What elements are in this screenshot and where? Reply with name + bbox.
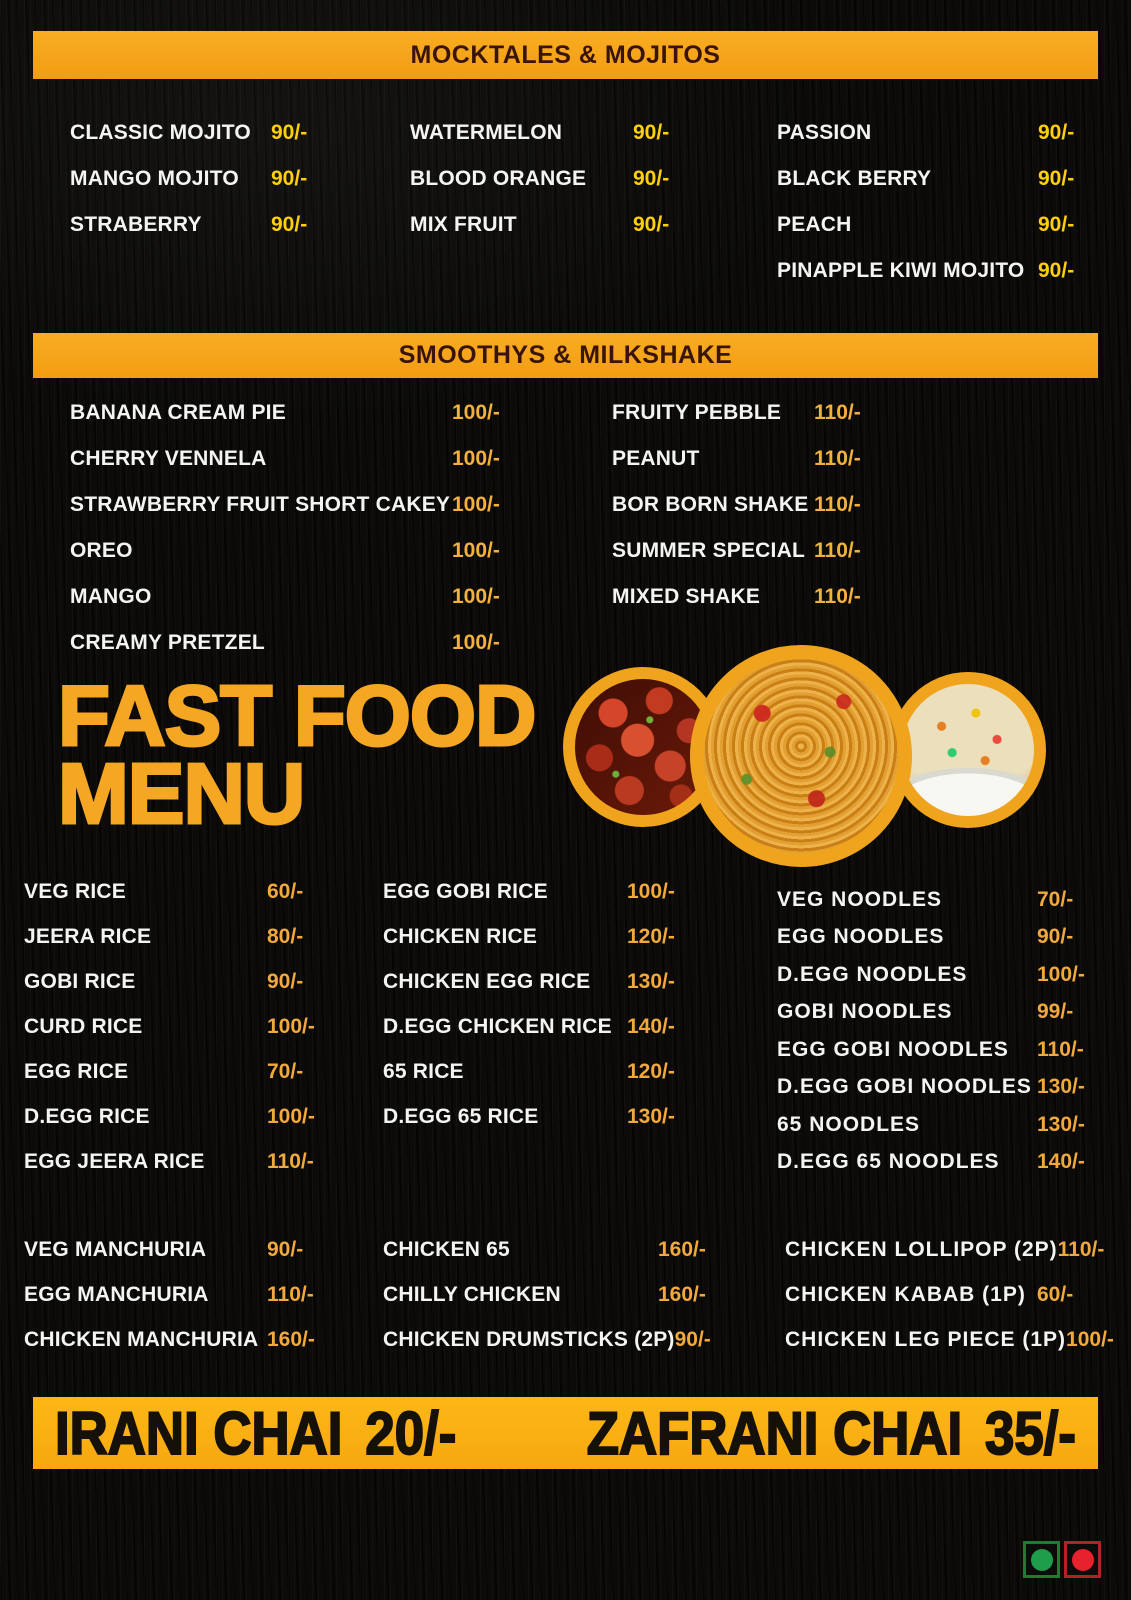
menu-item-price: 90/-: [271, 121, 308, 144]
menu-item-name: CURD RICE: [24, 1014, 143, 1038]
menu-item-row: [24, 1272, 325, 1317]
menu-item-name: D.EGG NOODLES: [777, 962, 968, 986]
menu-item-row: [410, 110, 687, 156]
menu-item-name: STRABERRY: [70, 213, 202, 236]
menu-item-row: [777, 994, 1093, 1032]
menu-item-name: CHICKEN DRUMSTICKS (2P): [383, 1327, 675, 1351]
section-header-mocktails: [33, 31, 1098, 79]
irani-chai-offer: [55, 1399, 456, 1468]
menu-item-name: CHICKEN MANCHURIA: [24, 1327, 259, 1351]
menu-item-name: CREAMY PRETZEL: [70, 631, 265, 654]
menu-item-name: CHICKEN KABAB (1P): [785, 1282, 1026, 1306]
fried-rice-photo: [890, 672, 1046, 828]
menu-item-row: [383, 914, 685, 959]
menu-item-row: [383, 1094, 685, 1139]
menu-item-name: SUMMER SPECIAL: [612, 539, 805, 562]
zafrani-chai-offer: [587, 1399, 1076, 1468]
fast-food-title-line2: MENU: [58, 747, 305, 842]
menu-item-row: [777, 919, 1093, 957]
menu-item-price: 130/-: [627, 1104, 675, 1128]
menu-item-price: 100/-: [452, 493, 500, 516]
chai-banner: [33, 1397, 1098, 1469]
chai-price: 20/-: [365, 1399, 457, 1467]
menu-item-price: 110/-: [267, 1149, 314, 1173]
menu-item-price: 100/-: [452, 401, 500, 424]
menu-item-name: D.EGG 65 RICE: [383, 1104, 539, 1128]
menu-item-name: EGG GOBI RICE: [383, 879, 548, 903]
menu-item-price: 100/-: [452, 539, 500, 562]
rice-column-1: [24, 869, 325, 1184]
menu-item-price: 60/-: [267, 879, 304, 903]
noodles-photo: [690, 645, 912, 867]
rice-column-2: [383, 869, 685, 1139]
menu-item-name: MANGO MOJITO: [70, 167, 239, 190]
menu-item-price: 100/-: [1037, 962, 1085, 986]
menu-item-price: 90/-: [633, 121, 670, 144]
menu-item-row: [24, 1049, 325, 1094]
menu-item-name: FRUITY PEBBLE: [612, 401, 782, 424]
menu-item-price: 60/-: [1037, 1282, 1074, 1306]
menu-item-row: [383, 1004, 685, 1049]
menu-item-row: [777, 956, 1093, 994]
menu-item-row: [70, 574, 510, 620]
menu-item-row: [383, 1227, 713, 1272]
menu-item-row: [612, 574, 872, 620]
menu-item-name: WATERMELON: [410, 121, 563, 144]
menu-item-price: 130/-: [627, 969, 675, 993]
menu-item-row: [777, 202, 1092, 248]
menu-item-price: 90/-: [674, 1327, 711, 1351]
section-title: SMOOTHYS & MILKSHAKE: [398, 341, 733, 369]
menu-item-row: [70, 528, 510, 574]
menu-item-price: 130/-: [1037, 1112, 1085, 1136]
menu-item-price: 70/-: [1037, 887, 1074, 911]
mocktails-column-1: [70, 110, 325, 248]
menu-item-price: 90/-: [271, 213, 308, 236]
menu-item-row: [70, 202, 325, 248]
menu-item-name: CLASSIC MOJITO: [70, 121, 251, 144]
menu-item-price: 110/-: [267, 1282, 314, 1306]
menu-item-name: OREO: [70, 539, 133, 562]
menu-item-row: [777, 248, 1092, 294]
menu-item-name: MIX FRUIT: [410, 213, 517, 236]
menu-item-row: [70, 436, 510, 482]
menu-item-price: 100/-: [452, 631, 500, 654]
menu-item-name: EGG NOODLES: [777, 925, 945, 949]
menu-item-row: [777, 1031, 1093, 1069]
menu-item-price: 110/-: [1057, 1237, 1105, 1261]
smoothies-column-1: [70, 390, 510, 666]
non-veg-dot: [1072, 1549, 1094, 1571]
menu-item-price: 110/-: [814, 401, 861, 424]
menu-item-price: 70/-: [267, 1059, 304, 1083]
menu-item-row: [785, 1317, 1114, 1362]
menu-item-row: [70, 156, 325, 202]
menu-item-row: [70, 110, 325, 156]
smoothies-column-2: [612, 390, 872, 620]
chai-label: IRANI CHAI: [55, 1399, 343, 1467]
veg-mark-icon: [1023, 1541, 1060, 1578]
menu-item-row: [612, 482, 872, 528]
menu-item-row: [383, 869, 685, 914]
menu-item-price: 130/-: [1037, 1075, 1085, 1099]
menu-item-price: 90/-: [633, 213, 670, 236]
menu-item-row: [24, 1004, 325, 1049]
menu-item-price: 160/-: [267, 1327, 315, 1351]
starters-column-2: [383, 1227, 713, 1362]
chai-price: 35/-: [985, 1399, 1076, 1467]
menu-item-name: 65 RICE: [383, 1059, 464, 1083]
menu-item-name: BLACK BERRY: [777, 167, 932, 190]
chai-label: ZAFRANI CHAI: [586, 1399, 963, 1467]
mocktails-column-3: [777, 110, 1092, 294]
menu-item-price: 100/-: [452, 447, 500, 470]
menu-item-price: 80/-: [267, 924, 304, 948]
menu-item-row: [777, 156, 1092, 202]
menu-item-name: CHILLY CHICKEN: [383, 1282, 561, 1306]
menu-item-price: 100/-: [267, 1104, 315, 1128]
menu-item-price: 90/-: [1038, 213, 1075, 236]
menu-item-row: [777, 1106, 1093, 1144]
menu-item-name: VEG RICE: [24, 879, 126, 903]
menu-item-row: [785, 1272, 1092, 1317]
menu-item-row: [383, 1049, 685, 1094]
menu-item-price: 100/-: [1066, 1327, 1114, 1351]
menu-item-price: 110/-: [1037, 1037, 1084, 1061]
menu-item-price: 100/-: [452, 585, 500, 608]
starters-column-1: [24, 1227, 325, 1362]
menu-item-price: 100/-: [267, 1014, 315, 1038]
menu-item-row: [24, 959, 325, 1004]
menu-item-price: 160/-: [658, 1282, 706, 1306]
menu-item-row: [777, 110, 1092, 156]
menu-item-row: [383, 959, 685, 1004]
menu-item-price: 140/-: [627, 1014, 675, 1038]
menu-item-row: [24, 1227, 325, 1272]
menu-item-row: [612, 436, 872, 482]
menu-item-name: VEG MANCHURIA: [24, 1237, 207, 1261]
menu-item-row: [383, 1317, 713, 1362]
menu-item-price: 120/-: [627, 1059, 675, 1083]
menu-item-price: 90/-: [271, 167, 308, 190]
menu-item-row: [24, 1094, 325, 1139]
menu-item-name: CHICKEN RICE: [383, 924, 538, 948]
menu-item-name: EGG MANCHURIA: [24, 1282, 209, 1306]
menu-item-name: MANGO: [70, 585, 152, 608]
menu-item-name: D.EGG GOBI NOODLES: [777, 1075, 1032, 1099]
non-veg-mark-icon: [1064, 1541, 1101, 1578]
menu-item-row: [70, 620, 510, 666]
menu-item-row: [785, 1227, 1105, 1272]
menu-item-name: D.EGG RICE: [24, 1104, 150, 1128]
menu-item-name: STRAWBERRY FRUIT SHORT CAKEY: [70, 493, 451, 516]
menu-item-name: CHERRY VENNELA: [70, 447, 267, 470]
menu-item-name: 65 NOODLES: [777, 1112, 921, 1136]
menu-item-row: [24, 869, 325, 914]
menu-item-row: [612, 528, 872, 574]
menu-item-name: PINAPPLE KIWI MOJITO: [777, 259, 1025, 282]
menu-item-name: BANANA CREAM PIE: [70, 401, 286, 424]
menu-item-name: JEERA RICE: [24, 924, 152, 948]
menu-item-price: 160/-: [658, 1237, 706, 1261]
menu-item-price: 90/-: [1038, 259, 1075, 282]
menu-item-price: 110/-: [814, 585, 861, 608]
menu-item-row: [777, 1069, 1093, 1107]
menu-item-name: BOR BORN SHAKE: [612, 493, 809, 516]
fast-food-title-line1: FAST FOOD: [58, 669, 536, 764]
menu-item-price: 90/-: [267, 1237, 304, 1261]
section-header-smoothies: [33, 333, 1098, 378]
menu-item-row: [777, 881, 1093, 919]
menu-item-row: [612, 390, 872, 436]
menu-item-name: PEANUT: [612, 447, 700, 470]
menu-item-row: [410, 202, 687, 248]
menu-item-row: [410, 156, 687, 202]
menu-item-name: PASSION: [777, 121, 872, 144]
section-title: MOCKTALES & MOJITOS: [410, 40, 721, 69]
menu-item-price: 110/-: [814, 447, 861, 470]
menu-item-name: GOBI NOODLES: [777, 1000, 953, 1024]
menu-item-name: D.EGG CHICKEN RICE: [383, 1014, 612, 1038]
menu-item-name: EGG RICE: [24, 1059, 129, 1083]
menu-item-name: PEACH: [777, 213, 852, 236]
menu-item-row: [24, 1139, 325, 1184]
menu-item-name: BLOOD ORANGE: [410, 167, 587, 190]
menu-item-row: [777, 1144, 1093, 1182]
starters-column-3: [785, 1227, 1114, 1362]
menu-item-price: 90/-: [1038, 121, 1075, 144]
menu-item-price: 100/-: [627, 879, 675, 903]
menu-item-row: [70, 482, 510, 528]
menu-item-name: CHICKEN LOLLIPOP (2P): [785, 1237, 1058, 1261]
menu-item-row: [383, 1272, 713, 1317]
menu-item-price: 90/-: [267, 969, 304, 993]
menu-item-name: CHICKEN EGG RICE: [383, 969, 591, 993]
menu-item-name: GOBI RICE: [24, 969, 136, 993]
menu-item-row: [24, 1317, 325, 1362]
menu-item-name: CHICKEN 65: [383, 1237, 510, 1261]
menu-item-price: 110/-: [814, 493, 861, 516]
menu-item-price: 90/-: [1037, 925, 1074, 949]
menu-item-price: 120/-: [627, 924, 675, 948]
menu-item-price: 90/-: [1038, 167, 1075, 190]
menu-item-name: MIXED SHAKE: [612, 585, 761, 608]
menu-item-row: [24, 914, 325, 959]
menu-item-name: VEG NOODLES: [777, 887, 943, 911]
menu-item-name: CHICKEN LEG PIECE (1P): [785, 1327, 1067, 1351]
menu-item-price: 110/-: [814, 539, 861, 562]
menu-item-name: EGG GOBI NOODLES: [777, 1037, 1009, 1061]
fast-food-menu-title: [58, 669, 536, 842]
menu-item-price: 140/-: [1037, 1150, 1085, 1174]
veg-dot: [1031, 1549, 1053, 1571]
menu-item-row: [70, 390, 510, 436]
mocktails-column-2: [410, 110, 687, 248]
menu-item-price: 90/-: [633, 167, 670, 190]
noodles-column: [777, 881, 1093, 1181]
menu-item-name: EGG JEERA RICE: [24, 1149, 205, 1173]
menu-item-name: D.EGG 65 NOODLES: [777, 1150, 1000, 1174]
menu-item-price: 99/-: [1037, 1000, 1074, 1024]
